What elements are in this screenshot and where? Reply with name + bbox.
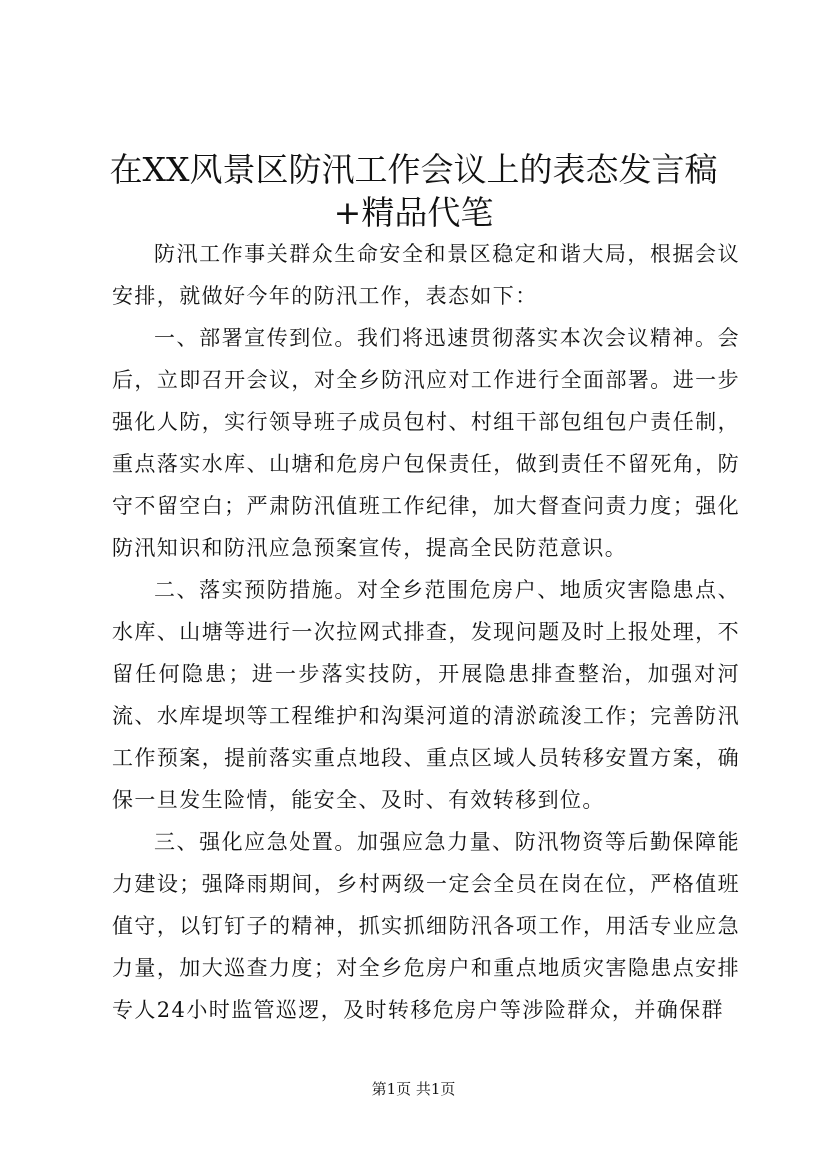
page-footer: 第1页 共1页 [371, 1080, 456, 1098]
document-title: 在XX风景区防汛工作会议上的表态发言稿+精品代笔 [109, 150, 718, 232]
paragraph-section-3: 三、强化应急处置。加强应急力量、防汛物资等后勤保障能力建设；强降雨期间，乡村两级一定会全员在岗在位，严格值班值守，以钉钉子的精神，抓实抓细防汛各项工作，用活专业应急力量，加大巡查力度；对全乡危房户和重点地质灾害隐患点安排专人24小时监管巡逻，及时转移危房户等涉险群众，并确保群 [112, 830, 740, 1022]
document-body [112, 233, 740, 1031]
paragraph-section-1: 一、部署宣传到位。我们将迅速贯彻落实本次会议精神。会后，立即召开会议，对全乡防汛应对工作进行全面部署。进一步强化人防，实行领导班子成员包村、村组干部包组包户责任制，重点落实水库、山塘和危房户包保责任，做到责任不留死角，防守不留空白；严肃防汛值班工作纪律，加大督查问责力度；强化防汛知识和防汛应急预案宣传，提高全民防范意识。 [112, 326, 740, 560]
paragraph-intro: 防汛工作事关群众生命安全和景区稳定和谐大局，根据会议安排，就做好今年的防汛工作，表态如下： [112, 242, 740, 308]
paragraph-section-2: 二、落实预防措施。对全乡范围危房户、地质灾害隐患点、水库、山塘等进行一次拉网式排查，发现问题及时上报处理，不留任何隐患；进一步落实技防，开展隐患排查整治，加强对河流、水库堤坝等工程维护和沟渠河道的清淤疏浚工作；完善防汛工作预案，提前落实重点地段、重点区域人员转移安置方案，确保一旦发生险情，能安全、及时、有效转移到位。 [112, 578, 740, 812]
